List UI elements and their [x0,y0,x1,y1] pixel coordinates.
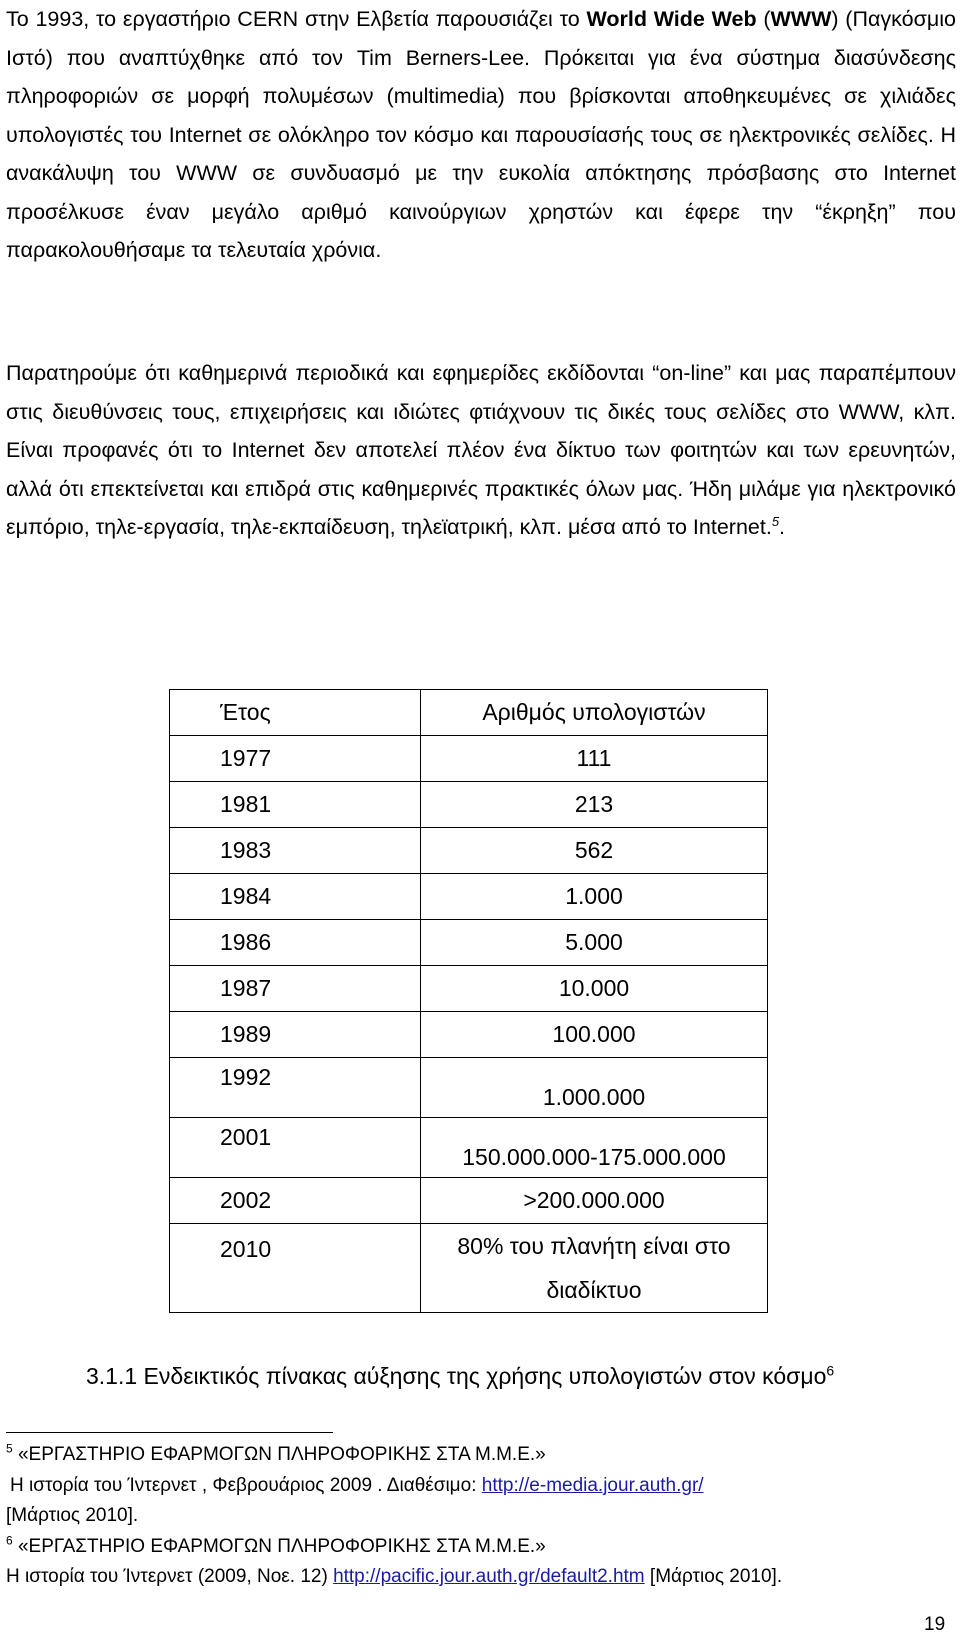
footnote-text: Η ιστορία του Ίντερνετ (2009, Νοε. 12) [6,1566,334,1587]
table-row [170,1118,768,1178]
count-cell: 562 [421,828,768,874]
table-row [170,1058,768,1118]
table-row [170,1178,768,1224]
year-cell: 1977 [170,736,421,782]
table-row [170,874,768,920]
table-header-year: Έτος [170,690,421,736]
year-cell: 2002 [170,1178,421,1224]
count-cell: 10.000 [421,966,768,1012]
count-cell: >200.000.000 [421,1178,768,1224]
footnote-text: [Μάρτιος 2010]. [6,1505,139,1526]
footnote-number: 5 [6,1441,13,1456]
footnote-text: «ΕΡΓΑΣΤΗΡΙΟ ΕΦΑΡΜΟΓΩΝ ΠΛΗΡΟΦΟΡΙΚΗΣ ΣΤΑ Μ.Μ.Ε.» [12,1444,546,1465]
count-cell: 5.000 [421,920,768,966]
year-cell: 2010 [170,1224,421,1313]
footnote-5-link[interactable]: http://e-media.jour.auth.gr/ [481,1474,704,1496]
count-cell: 1.000.000 [421,1058,768,1118]
count-cell: 150.000.000-175.000.000 [421,1118,768,1178]
paragraph-text: Το 1993, το εργαστήριο CERN στην Ελβετία παρουσιάζει το [6,7,587,31]
year-cell: 1992 [170,1058,421,1118]
bold-term-world-wide-web: World Wide Web [586,7,757,31]
paragraph-text: Παρατηρούμε ότι καθημερινά περιοδικά και εφημερίδες εκδίδονται “on-line” και μας παραπέμπουν στις διευθύνσεις τους, επιχειρήσεις και ιδιώτες φτιάχνουν τις δικές τους σελίδες στο WWW, κλπ. Είναι προφανές ότι το Internet δεν αποτελεί πλέον ένα δίκτυο των φοιτητών και των ερευνητών, αλλά ότι επεκτείνεται και επιδρά στις καθημερινές πρακτικές όλων μας. Ήδη μιλάμε για ηλεκτρονικό εμπόριο, τηλε-εργασία, τηλε-εκπαίδευση, τηλεϊατρική, κλπ. μέσα από το Internet. [6,361,956,539]
footnote-5-title [6,1440,946,1471]
paragraph-internet-daily-life [6,354,956,547]
footnote-text: [Μάρτιος 2010]. [644,1566,783,1587]
table-row [170,1224,768,1313]
year-cell: 1989 [170,1012,421,1058]
count-cell [421,1224,768,1313]
footnote-5-source [6,1471,946,1502]
table-row [170,782,768,828]
page-number: 19 [924,1614,946,1635]
footnote-ref-6[interactable]: 6 [826,1362,835,1379]
footnote-ref-5[interactable]: 5 [771,513,780,529]
paragraph-text: . [779,515,786,539]
footnote-number: 6 [6,1533,13,1548]
paragraph-www-history [6,0,956,270]
footnote-separator [6,1432,333,1433]
table-caption [86,1363,834,1390]
footnote-text: Η ιστορία του Ίντερνετ , Φεβρουάριος 2009 . Διαθέσιμο: [10,1474,482,1496]
table-row [170,828,768,874]
count-cell: 100.000 [421,1012,768,1058]
footnotes [6,1440,946,1593]
year-cell: 1981 [170,782,421,828]
year-cell: 2001 [170,1118,421,1178]
paragraph-text: ( [756,7,771,31]
footnote-6-link[interactable]: http://pacific.jour.auth.gr/default2.htm [333,1566,645,1587]
year-cell: 1986 [170,920,421,966]
footnote-6-title [6,1532,946,1563]
table-row [170,966,768,1012]
year-cell: 1984 [170,874,421,920]
count-cell: 213 [421,782,768,828]
count-cell: 1.000 [421,874,768,920]
count-cell: 111 [421,736,768,782]
bold-term-www: WWW [770,7,832,31]
table-row [170,736,768,782]
caption-text: 3.1.1 Ενδεικτικός πίνακας αύξησης της χρήσης υπολογιστών στον κόσμο [86,1363,827,1389]
computer-growth-table [169,689,768,1313]
table-row [170,920,768,966]
year-cell: 1983 [170,828,421,874]
table-row [170,1012,768,1058]
table-header-computers: Αριθμός υπολογιστών [421,690,768,736]
paragraph-text: ) (Παγκόσμιο Ιστό) που αναπτύχθηκε από τον Tim Berners-Lee. Πρόκειται για ένα σύστημα διασύνδεσης πληροφοριών σε μορφή πολυμέσων (multimedia) που βρίσκονται αποθηκευμένες σε χιλιάδες υπολογιστές του Internet σε ολόκληρο τον κόσμο και παρουσίασής τους σε ηλεκτρονικές σελίδες. Η ανακάλυψη του WWW σε συνδυασμό με την ευκολία απόκτησης πρόσβασης στο Internet προσέλκυσε έναν μεγάλο αριθμό καινούργιων χρηστών και έφερε την “έκρηξη” που παρακολουθήσαμε τα τελευταία χρόνια. [6,7,956,262]
year-cell: 1987 [170,966,421,1012]
footnote-6-source [6,1562,946,1593]
count-text: 80% του πλανήτη είναι στο διαδίκτυο [457,1233,731,1303]
footnote-text: «ΕΡΓΑΣΤΗΡΙΟ ΕΦΑΡΜΟΓΩΝ ΠΛΗΡΟΦΟΡΙΚΗΣ ΣΤΑ Μ.Μ.Ε.» [12,1535,546,1557]
footnote-5-date [6,1501,946,1532]
